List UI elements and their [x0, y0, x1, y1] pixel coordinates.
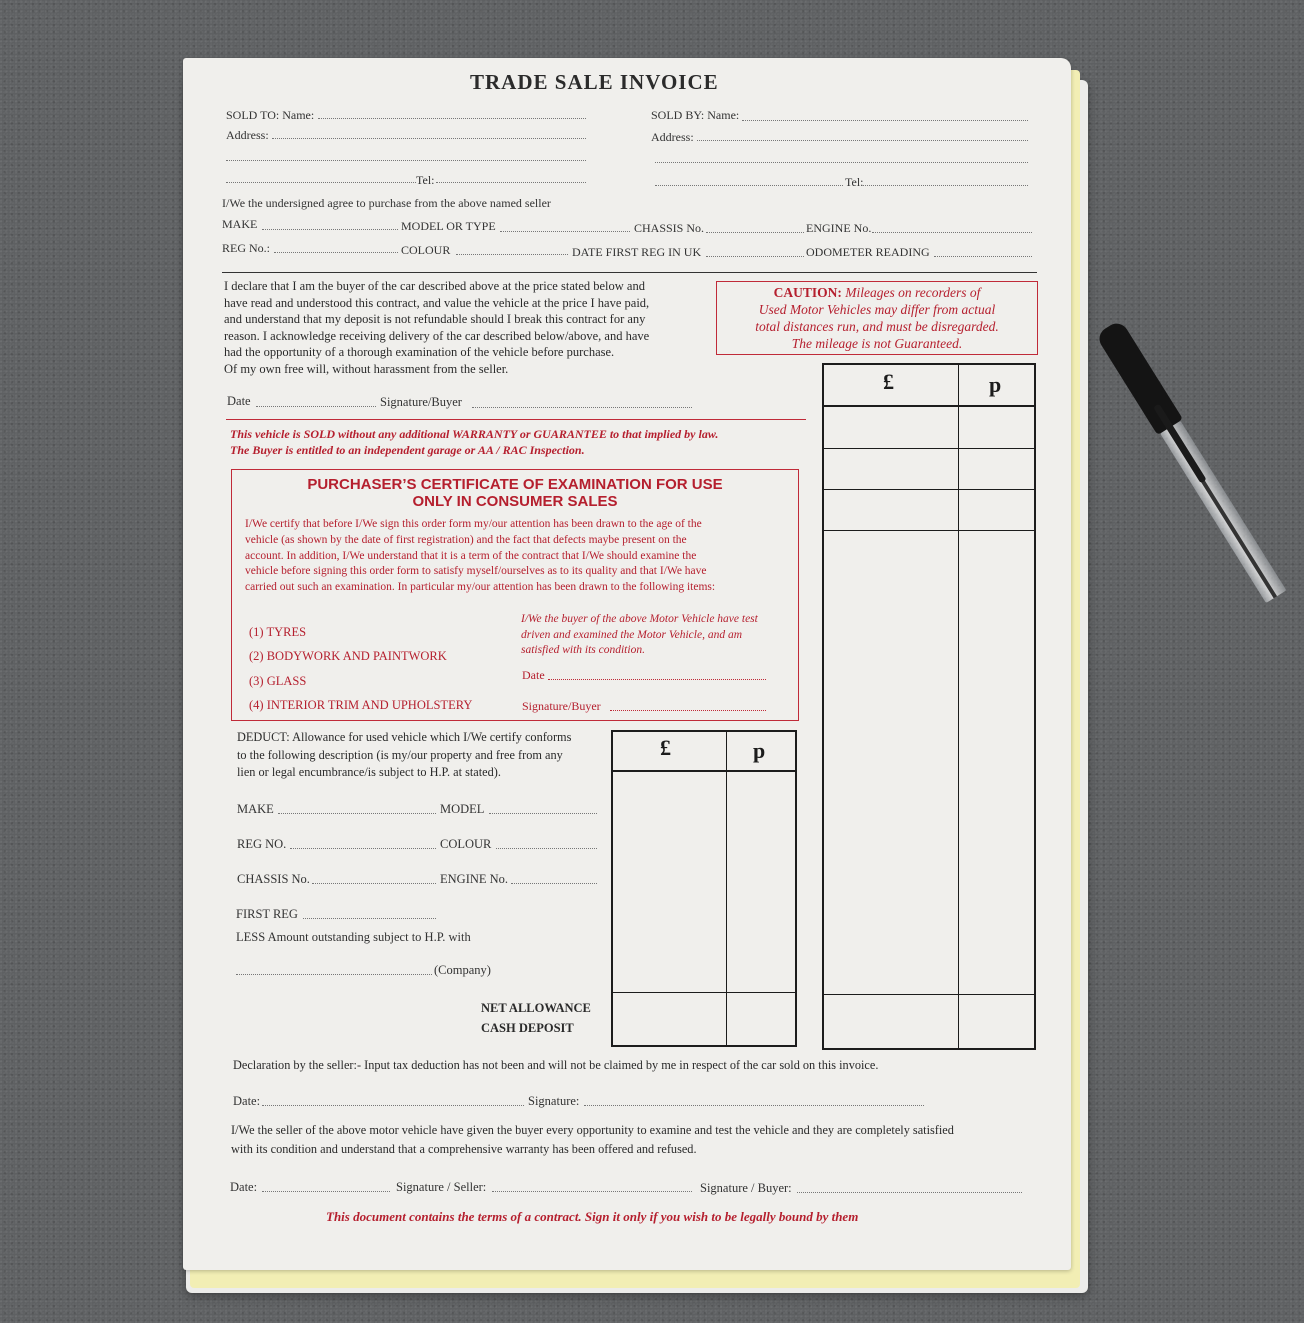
seller-signature-label: Signature:: [528, 1094, 580, 1108]
seller-date-label: Date:: [233, 1094, 261, 1108]
contract-footer: This document contains the terms of a contract. Sign it only if you wish to be legally bound by them: [326, 1209, 859, 1224]
engine-line[interactable]: [872, 232, 1032, 233]
odometer-line[interactable]: [934, 256, 1032, 257]
cert-item-tyres: (1) TYRES: [249, 625, 307, 639]
sold-by-address-line-2[interactable]: [655, 162, 1028, 163]
undersigned-statement: I/We the undersigned agree to purchase from the above named seller: [222, 196, 551, 210]
cert-item-glass: (3) GLASS: [249, 674, 307, 688]
sold-by-tel-line[interactable]: [863, 185, 1028, 186]
warranty-divider: [226, 419, 806, 420]
chassis-label: CHASSIS No.: [634, 221, 705, 235]
deduct-engine-line[interactable]: [511, 883, 597, 884]
price-pence-header: p: [989, 372, 1002, 397]
company-label: (Company): [434, 963, 491, 977]
deduct-reg-label: REG NO.: [237, 837, 287, 851]
final-date-line[interactable]: [262, 1191, 390, 1192]
colour-label: COLOUR: [401, 243, 451, 257]
warranty-notice: [230, 427, 718, 458]
seller-date-line[interactable]: [262, 1105, 524, 1106]
odometer-label: ODOMETER READING: [806, 245, 930, 259]
date-first-reg-line[interactable]: [706, 256, 804, 257]
price-row-rule: [822, 994, 1034, 995]
engine-label: ENGINE No.: [806, 221, 872, 235]
certificate-body-line: vehicle before signing this order form to satisfy myself/ourselves as to its quality and that I/We have: [245, 565, 707, 578]
seller-signature-line[interactable]: [584, 1105, 924, 1106]
ballpoint-pen: [1095, 319, 1295, 615]
sold-by-address-label: Address:: [651, 130, 694, 144]
deduct-line-2: to the following description (is my/our property and free from any: [237, 747, 563, 762]
deduct-make-label: MAKE: [237, 802, 274, 816]
declaration-line: I declare that I am the buyer of the car described above at the price stated below and: [224, 279, 645, 293]
caution-line-1: Mileages on recorders of: [845, 285, 981, 300]
declaration-date-label: Date: [227, 394, 251, 408]
deduct-line-3: lien or legal encumbrance/is subject to H.P. at stated).: [237, 765, 501, 779]
cert-signature-line[interactable]: [610, 710, 766, 711]
certificate-title-line-2: ONLY IN CONSUMER SALES: [412, 493, 618, 510]
caution-text: [716, 284, 1038, 352]
allowance-row-rule: [611, 992, 795, 993]
seller-statement-line-1: I/We the seller of the above motor vehicle have given the buyer every opportunity to examine and test the vehicle and they are completely satisfied: [231, 1123, 954, 1137]
deduct-first-reg-label: FIRST REG: [236, 907, 298, 921]
deduct-colour-line[interactable]: [496, 848, 597, 849]
final-seller-signature-label: Signature / Seller:: [396, 1180, 487, 1194]
chassis-line[interactable]: [706, 232, 804, 233]
certificate-body-line: account. In addition, I/We understand that it is a term of the contract that I/We should examine the: [245, 549, 697, 562]
declaration-line: and understand that my deposit is not refundable should I break this contract for any: [224, 312, 646, 326]
price-row-rule: [822, 489, 1034, 490]
seller-statement-line-2: with its condition and understand that a comprehensive warranty has been offered and refused.: [231, 1142, 697, 1156]
pen-cap: [1095, 319, 1183, 435]
allowance-price-divider: [726, 730, 727, 1045]
sold-to-tel-line[interactable]: [436, 182, 586, 183]
document-title: TRADE SALE INVOICE: [470, 70, 719, 94]
deduct-chassis-line[interactable]: [312, 883, 436, 884]
sold-by-tel-label: Tel:: [845, 175, 864, 189]
deduct-colour-label: COLOUR: [440, 837, 492, 851]
date-first-reg-label: DATE FIRST REG IN UK: [572, 245, 702, 259]
cert-item-bodywork: (2) BODYWORK AND PAINTWORK: [249, 649, 447, 663]
colour-line[interactable]: [456, 254, 568, 255]
declaration-line: had the opportunity of a thorough examination of the vehicle before purchase.: [224, 345, 615, 359]
deduct-make-line[interactable]: [278, 813, 436, 814]
caution-heading: CAUTION:: [773, 285, 842, 300]
deduct-model-label: MODEL: [440, 802, 485, 816]
allowance-price-box: [611, 730, 797, 1047]
cert-date-line[interactable]: [548, 679, 766, 680]
sold-to-tel-label: Tel:: [416, 173, 435, 187]
model-type-label: MODEL OR TYPE: [401, 219, 496, 233]
sold-by-label: SOLD BY: Name:: [651, 108, 740, 122]
sold-to-address-line-2[interactable]: [226, 160, 586, 161]
sold-by-address-line-1[interactable]: [697, 140, 1028, 141]
final-seller-signature-line[interactable]: [492, 1191, 692, 1192]
seller-tax-declaration: Declaration by the seller:- Input tax deduction has not been and will not be claimed by me in respect of the car sold on this invoice.: [233, 1058, 879, 1072]
certificate-title: [231, 476, 799, 510]
make-label: MAKE: [222, 217, 258, 231]
cert-date-label: Date: [522, 668, 545, 682]
final-date-label: Date:: [230, 1180, 258, 1194]
deduct-reg-line[interactable]: [290, 848, 436, 849]
buyer-declaration: [224, 278, 694, 377]
warranty-line-2: The Buyer is entitled to an independent garage or AA / RAC Inspection.: [230, 442, 585, 457]
buyer-test-line-2: driven and examined the Motor Vehicle, and am: [521, 628, 742, 641]
price-row-rule: [822, 530, 1034, 531]
sold-to-name-line[interactable]: [318, 118, 586, 119]
price-header-rule: [822, 405, 1034, 407]
sold-by-tel-line-pre: [655, 185, 843, 186]
declaration-line: have read and understood this contract, and value the vehicle at the price I have paid,: [224, 295, 650, 310]
deduct-line-1: DEDUCT: Allowance for used vehicle which I/We certify conforms: [237, 730, 572, 744]
price-column-divider: [958, 363, 959, 1048]
deduct-first-reg-line[interactable]: [303, 918, 436, 919]
sold-to-tel-line-pre: [226, 182, 416, 183]
cert-signature-label: Signature/Buyer: [522, 699, 601, 713]
make-line[interactable]: [262, 229, 398, 230]
reg-label: REG No.:: [222, 241, 270, 255]
reg-line[interactable]: [274, 252, 398, 253]
buyer-test-line-1: I/We the buyer of the above Motor Vehicle have test: [521, 613, 758, 625]
caution-line-2: Used Motor Vehicles may differ from actual: [758, 302, 996, 317]
sold-to-address-line-1[interactable]: [272, 138, 586, 139]
declaration-line: reason. I acknowledge receiving delivery of the car described below/above, and have: [224, 328, 650, 343]
certificate-body-line: carried out such an examination. In particular my/our attention has been drawn to the following items:: [245, 581, 716, 594]
buyer-test-statement: [521, 612, 758, 659]
deduct-engine-label: ENGINE No.: [440, 872, 509, 886]
sold-to-label: SOLD TO: Name:: [226, 108, 315, 122]
cash-deposit-label: CASH DEPOSIT: [481, 1021, 574, 1035]
sold-to-address-label: Address:: [226, 128, 269, 142]
certificate-body-line: I/We certify that before I/We sign this order form my/our attention has been drawn to the age of the: [245, 518, 702, 530]
final-buyer-signature-line[interactable]: [797, 1192, 1022, 1193]
net-allowance-label: NET ALLOWANCE: [481, 1001, 591, 1015]
seller-statement: [231, 1121, 954, 1159]
less-amount-label: LESS Amount outstanding subject to H.P. with: [236, 930, 471, 944]
certificate-body-line: vehicle (as shown by the date of first registration) and the fact that defects maybe present on the: [245, 533, 687, 546]
deduct-chassis-label: CHASSIS No.: [237, 872, 310, 886]
model-type-line[interactable]: [500, 231, 630, 232]
price-column-box: [822, 363, 1036, 1050]
certificate-body: [245, 517, 785, 596]
declaration-date-line[interactable]: [256, 406, 376, 407]
caution-line-4: The mileage is not Guaranteed.: [791, 336, 963, 351]
buyer-test-line-3: satisfied with its condition.: [521, 644, 645, 656]
sold-by-name-line[interactable]: [742, 120, 1028, 121]
deduct-model-line[interactable]: [489, 813, 597, 814]
hp-company-line[interactable]: [236, 974, 432, 975]
declaration-signature-label: Signature/Buyer: [380, 395, 462, 409]
allowance-header-rule: [611, 770, 795, 772]
allowance-pounds-header: £: [660, 735, 671, 760]
price-row-rule: [822, 448, 1034, 449]
final-buyer-signature-label: Signature / Buyer:: [700, 1181, 792, 1195]
deduct-statement: [237, 729, 571, 782]
warranty-line-1: This vehicle is SOLD without any additional WARRANTY or GUARANTEE to that implied by law.: [230, 427, 719, 441]
declaration-signature-line[interactable]: [472, 407, 692, 408]
certificate-title-line-1: PURCHASER’S CERTIFICATE OF EXAMINATION FOR USE: [307, 476, 723, 493]
cert-item-interior: (4) INTERIOR TRIM AND UPHOLSTERY: [249, 698, 473, 712]
declaration-line: Of my own free will, without harassment from the seller.: [224, 361, 509, 376]
section-divider: [222, 272, 1037, 273]
allowance-pence-header: p: [753, 738, 766, 763]
price-pounds-header: £: [883, 369, 894, 394]
caution-line-3: total distances run, and must be disregarded.: [755, 319, 999, 334]
